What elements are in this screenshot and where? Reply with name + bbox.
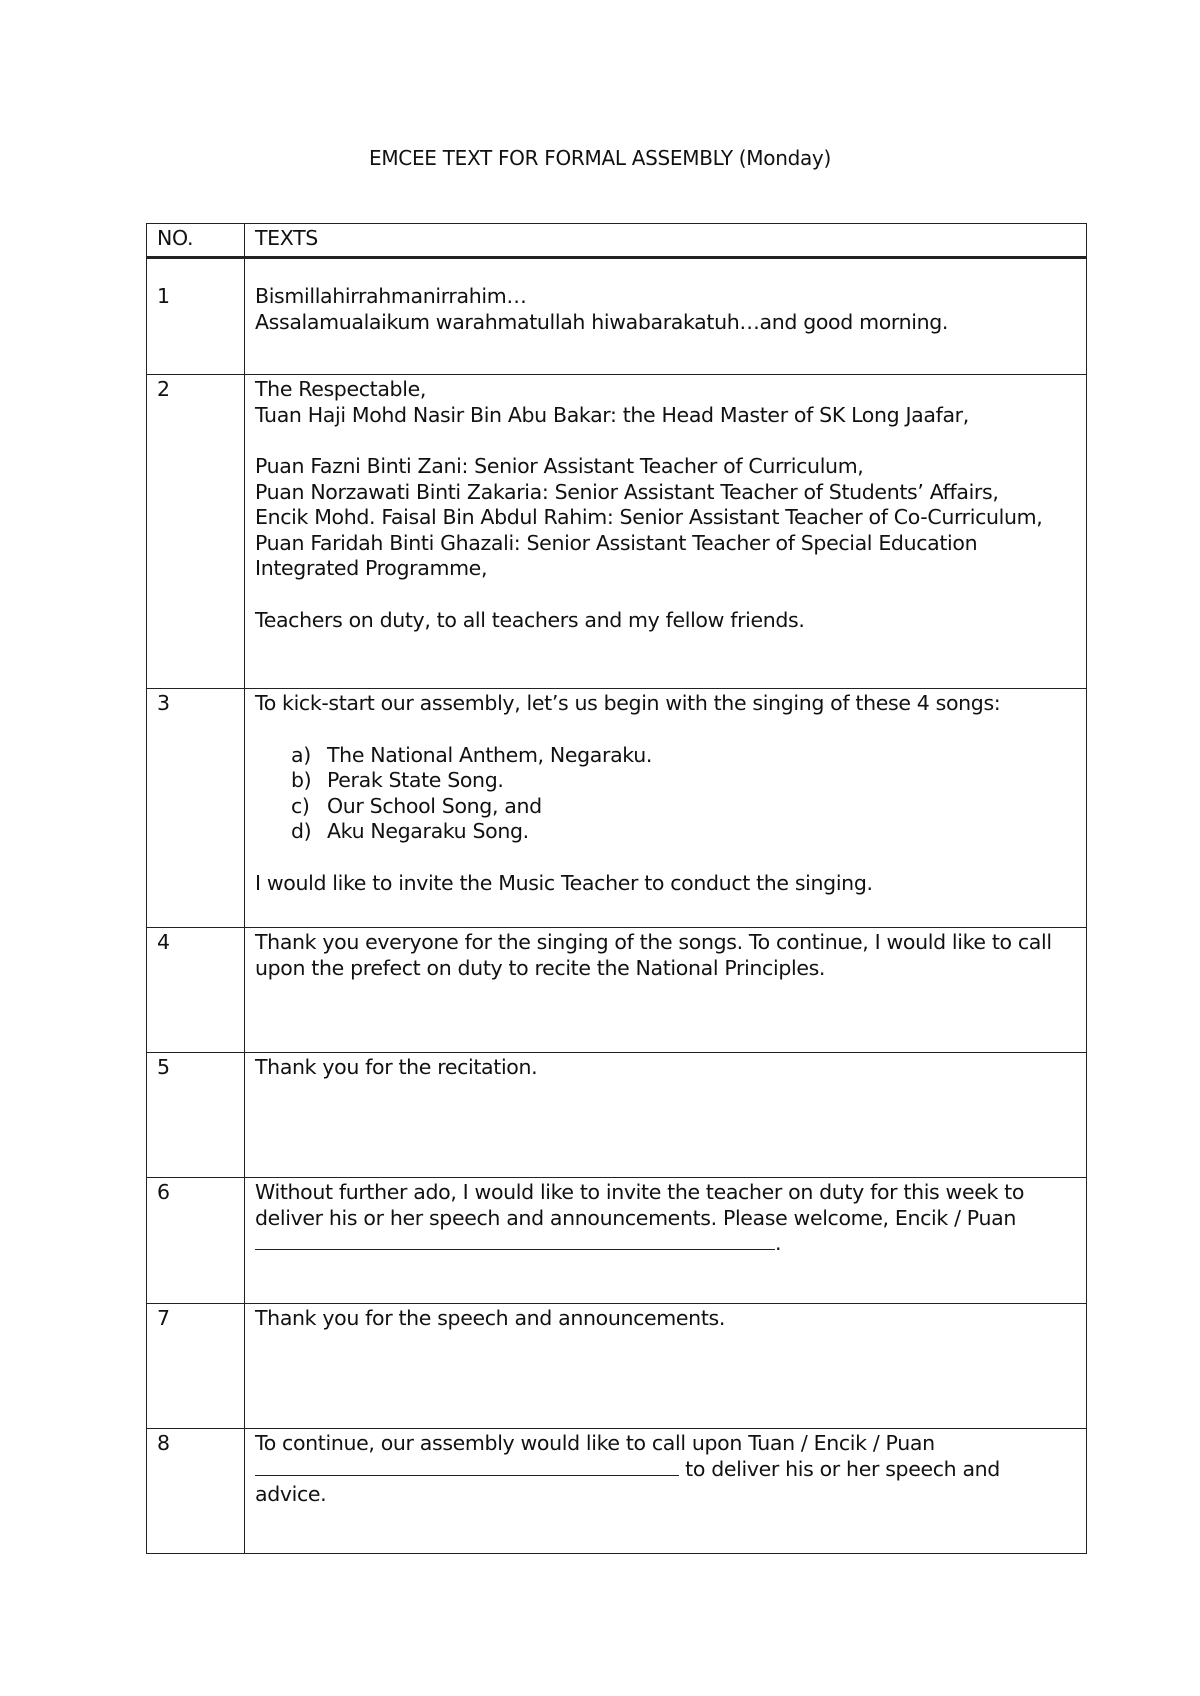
table-row	[147, 1304, 1087, 1429]
row-text	[245, 1429, 1087, 1554]
list-item	[291, 768, 1076, 794]
list-item	[291, 743, 1076, 769]
song-title: Perak State Song.	[327, 768, 504, 792]
song-title: Our School Song, and	[327, 793, 542, 818]
text-line: Teachers on duty, to all teachers and my fellow friends.	[255, 607, 805, 632]
list-marker: d)	[291, 819, 312, 843]
text-line: Tuan Haji Mohd Nasir Bin Abu Bakar: the Head Master of SK Long Jaafar,	[255, 402, 969, 427]
table-header-row	[147, 224, 1087, 258]
list-marker: b)	[291, 768, 312, 792]
text-line: Puan Norzawati Binti Zakaria: Senior Assistant Teacher of Students’ Affairs,	[255, 479, 999, 504]
name-blank-line	[255, 1231, 775, 1250]
name-blank-line	[255, 1457, 679, 1476]
text-line: Encik Mohd. Faisal Bin Abdul Rahim: Senior Assistant Teacher of Co-Curriculum,	[255, 505, 1043, 529]
text-before-blank: Without further ado, I would like to invite the teacher on duty for this week to deliver his or her speech and announcements. Please welcome, Encik / Puan	[255, 1180, 1025, 1230]
table-row	[147, 258, 1087, 375]
row-text	[245, 689, 1087, 928]
row-text: Thank you for the recitation.	[245, 1053, 1087, 1178]
song-list	[255, 743, 1076, 845]
text-line: I would like to invite the Music Teacher to conduct the singing.	[255, 870, 873, 895]
row-number: 3	[147, 689, 245, 928]
document-title: EMCEE TEXT FOR FORMAL ASSEMBLY (Monday)	[369, 146, 831, 170]
row-text: Thank you for the speech and announcements.	[245, 1304, 1087, 1429]
text-line: To kick-start our assembly, let’s us begin with the singing of these 4 songs:	[255, 691, 1001, 715]
text-after-blank: .	[775, 1231, 782, 1255]
row-number: 6	[147, 1178, 245, 1304]
header-texts: TEXTS	[245, 224, 1087, 258]
table-row	[147, 375, 1087, 689]
header-no: NO.	[147, 224, 245, 258]
list-marker: c)	[291, 793, 310, 818]
text-after-blank: to deliver his or her speech and advice.	[255, 1456, 1000, 1506]
row-number: 5	[147, 1053, 245, 1178]
list-item	[291, 794, 1076, 820]
text-before-blank: To continue, our assembly would like to call upon Tuan / Encik / Puan	[255, 1431, 935, 1455]
text-line: The Respectable,	[255, 377, 426, 401]
table-row	[147, 928, 1087, 1053]
song-title: The National Anthem, Negaraku.	[327, 742, 653, 767]
table-row	[147, 689, 1087, 928]
song-title: Aku Negaraku Song.	[327, 819, 529, 843]
row-number: 8	[147, 1429, 245, 1554]
row-text	[245, 258, 1087, 375]
list-item	[291, 819, 1076, 845]
text-line: Puan Faridah Binti Ghazali: Senior Assistant Teacher of Special Education Integrated Programme,	[255, 530, 978, 580]
text-line: Bismillahirrahmanirrahim…	[255, 284, 527, 308]
table-row	[147, 1053, 1087, 1178]
row-text	[245, 1178, 1087, 1304]
table-row	[147, 1178, 1087, 1304]
row-number: 4	[147, 928, 245, 1053]
row-number: 7	[147, 1304, 245, 1429]
row-text: Thank you everyone for the singing of the songs. To continue, I would like to call upon the prefect on duty to recite the National Principles.	[245, 928, 1087, 1053]
list-marker: a)	[291, 742, 311, 767]
text-line: Assalamualaikum warahmatullah hiwabarakatuh…and good morning.	[255, 309, 949, 334]
table-row	[147, 1429, 1087, 1554]
emcee-table	[146, 223, 1087, 1554]
row-text	[245, 375, 1087, 689]
text-line: Puan Fazni Binti Zani: Senior Assistant Teacher of Curriculum,	[255, 454, 864, 478]
row-number: 2	[147, 375, 245, 689]
row-number: 1	[147, 258, 245, 375]
